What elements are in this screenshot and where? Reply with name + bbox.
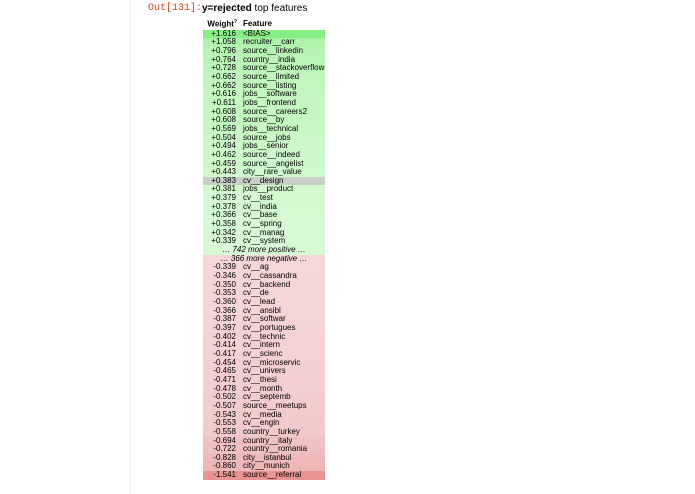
table-row — [203, 367, 325, 376]
feature-name: city__istanbul — [243, 453, 292, 462]
weight-value: -0.350 — [213, 280, 236, 289]
weight-value: +0.796 — [211, 46, 236, 55]
feature-name: city__rare_value — [243, 168, 302, 177]
weight-value: +0.459 — [211, 159, 236, 168]
weight-value: +1.058 — [211, 38, 236, 47]
weight-value: +0.383 — [211, 176, 236, 185]
feature-name: source__careers2 — [243, 107, 308, 116]
table-row — [203, 307, 325, 316]
weight-value: +0.381 — [211, 185, 236, 194]
feature-weights-table — [203, 17, 325, 480]
table-row — [203, 402, 325, 411]
weight-value: -0.502 — [213, 393, 236, 402]
weight-value: +0.764 — [211, 55, 236, 64]
table-row — [203, 324, 325, 333]
feature-name: jobs__product — [243, 185, 294, 194]
weight-value: +1.616 — [211, 29, 236, 38]
weight-column-header — [203, 17, 240, 30]
feature-name: cv__de — [243, 289, 269, 298]
weight-value: -0.507 — [213, 401, 236, 410]
cell-gutter-divider — [130, 0, 131, 494]
table-row — [203, 411, 325, 420]
feature-name: country__india — [243, 55, 296, 64]
table-row — [203, 237, 325, 246]
table-row — [203, 30, 325, 39]
feature-name: city__munich — [243, 462, 290, 471]
weight-value: -0.366 — [213, 306, 236, 315]
table-row — [203, 281, 325, 290]
table-row — [203, 437, 325, 446]
feature-name: cv__india — [243, 202, 277, 211]
output-heading — [202, 3, 307, 14]
weight-value: +0.608 — [211, 107, 236, 116]
feature-name: cv__lead — [243, 298, 276, 306]
feature-name: cv__technic — [243, 332, 286, 341]
table-row — [203, 125, 325, 134]
table-row — [203, 220, 325, 229]
feature-name: country__turkey — [243, 427, 300, 436]
table-row — [203, 211, 325, 220]
feature-name: cv__intern — [243, 341, 280, 350]
table-row — [203, 359, 325, 368]
feature-name: jobs__frontend — [243, 98, 296, 107]
weight-value: +0.662 — [211, 72, 236, 81]
weight-value: +0.366 — [211, 211, 236, 220]
heading-prefix: y= — [202, 3, 214, 14]
table-header-row — [203, 17, 325, 30]
table-row — [203, 263, 325, 272]
weight-value: -0.346 — [213, 272, 236, 281]
weight-header-label: Weight — [207, 19, 234, 29]
weight-value: -0.558 — [213, 427, 236, 436]
help-icon[interactable]: ? — [233, 19, 237, 25]
weight-value: +0.504 — [211, 133, 236, 142]
weight-value: -0.397 — [213, 323, 236, 332]
feature-name: source__referral — [243, 471, 302, 480]
table-row — [203, 82, 325, 91]
feature-name: source__jobs — [243, 133, 291, 142]
table-row — [203, 376, 325, 385]
weight-value: -0.543 — [213, 410, 236, 419]
weight-value: -0.722 — [213, 445, 236, 454]
table-row — [203, 203, 325, 212]
feature-name: cv__media — [243, 410, 282, 419]
weight-value: +0.379 — [211, 194, 236, 203]
weight-value: -0.353 — [213, 289, 236, 298]
weight-value: -0.414 — [213, 341, 236, 350]
feature-name: <BIAS> — [243, 29, 271, 38]
table-row — [203, 160, 325, 169]
weight-value: -0.454 — [213, 358, 236, 367]
feature-name: source__listing — [243, 81, 297, 90]
feature-column-header: Feature — [243, 18, 272, 28]
weight-value: +0.462 — [211, 150, 236, 159]
table-row — [203, 393, 325, 402]
weight-value: -0.828 — [213, 453, 236, 462]
feature-name: cv__thesi — [243, 375, 277, 384]
table-row — [203, 168, 325, 177]
table-row — [203, 185, 325, 194]
feature-name: cv__microservic — [243, 358, 301, 367]
weight-value: -0.360 — [213, 298, 236, 306]
feature-name: source__limited — [243, 72, 300, 81]
table-row — [203, 142, 325, 151]
table-row — [203, 462, 325, 471]
weight-value: -0.694 — [213, 436, 236, 445]
feature-name: cv__engin — [243, 419, 280, 428]
table-row — [203, 73, 325, 82]
feature-name: jobs__technical — [243, 124, 299, 133]
weight-value: +0.728 — [211, 64, 236, 73]
feature-name: cv__scienc — [243, 349, 283, 358]
weight-value: +0.569 — [211, 124, 236, 133]
table-row — [203, 341, 325, 350]
feature-name: cv__ag — [243, 263, 269, 272]
feature-name: recruiter__carr — [243, 38, 296, 47]
feature-name: country__romania — [243, 445, 308, 454]
table-row — [203, 108, 325, 117]
more-negative-row — [203, 255, 325, 264]
weight-value: -0.471 — [213, 375, 236, 384]
table-row — [203, 229, 325, 238]
feature-name: cv__design — [243, 176, 284, 185]
table-body — [203, 30, 325, 480]
feature-name: source__indeed — [243, 150, 300, 159]
table-row — [203, 64, 325, 73]
table-row — [203, 56, 325, 65]
more-positive-row — [203, 246, 325, 255]
weight-value: -0.339 — [213, 263, 236, 272]
weight-value: +0.608 — [211, 116, 236, 125]
table-row — [203, 38, 325, 47]
weight-value: +0.662 — [211, 81, 236, 90]
feature-name: cv__system — [243, 237, 286, 246]
weight-value: -0.478 — [213, 384, 236, 393]
weight-value: -0.402 — [213, 332, 236, 341]
feature-name: cv__softwar — [243, 315, 286, 324]
table-row — [203, 289, 325, 298]
weight-value: -1.541 — [213, 471, 236, 480]
feature-name: source__angelist — [243, 159, 304, 168]
feature-name: cv__septemb — [243, 393, 291, 402]
weight-value: +0.358 — [211, 220, 236, 229]
feature-name: source__meetups — [243, 401, 307, 410]
table-row — [203, 428, 325, 437]
feature-name: cv__month — [243, 384, 283, 393]
weight-value: +0.611 — [211, 98, 236, 107]
table-row — [203, 90, 325, 99]
table-row — [203, 47, 325, 56]
weight-value: +0.378 — [211, 202, 236, 211]
feature-name: cv__ansibl — [243, 306, 281, 315]
feature-name: source__stackoverflow — [243, 64, 325, 73]
weight-value: +0.443 — [211, 168, 236, 177]
table-row — [203, 333, 325, 342]
feature-name: cv__univers — [243, 367, 286, 376]
table-row — [203, 99, 325, 108]
feature-name: source__by — [243, 116, 285, 125]
output-prompt: Out[131]: — [148, 3, 203, 14]
weight-value: -0.860 — [213, 462, 236, 471]
table-row — [203, 419, 325, 428]
feature-name: cv__test — [243, 194, 273, 203]
table-row — [203, 116, 325, 125]
table-row — [203, 134, 325, 143]
table-row — [203, 298, 325, 307]
feature-name: cv__base — [243, 211, 278, 220]
weight-value: +0.616 — [211, 90, 236, 99]
feature-name: cv__cassandra — [243, 272, 297, 281]
weight-value: +0.339 — [211, 237, 236, 246]
feature-name: source__linkedin — [243, 46, 304, 55]
table-row — [203, 194, 325, 203]
weight-value: -0.553 — [213, 419, 236, 428]
feature-name: country__italy — [243, 436, 293, 445]
table-row — [203, 454, 325, 463]
more-negative-row-label: … 366 more negative … — [220, 254, 308, 263]
heading-target-label: rejected — [213, 3, 252, 14]
feature-name: cv__spring — [243, 220, 282, 229]
weight-value: +0.494 — [211, 142, 236, 151]
weight-value: -0.387 — [213, 315, 236, 324]
feature-name: jobs__software — [243, 90, 297, 99]
table-row — [203, 151, 325, 160]
table-row — [203, 177, 325, 186]
table-row — [203, 315, 325, 324]
table-row — [203, 445, 325, 454]
table-row — [203, 350, 325, 359]
weight-value: -0.465 — [213, 367, 236, 376]
table-row — [203, 471, 325, 480]
weight-value: -0.417 — [213, 349, 236, 358]
feature-name: cv__manag — [243, 228, 285, 237]
weight-value: +0.342 — [211, 228, 236, 237]
feature-name: cv__portugues — [243, 323, 296, 332]
table-row — [203, 385, 325, 394]
heading-suffix: top features — [251, 3, 308, 14]
table-row — [203, 272, 325, 281]
feature-name: jobs__senior — [243, 142, 289, 151]
feature-name: cv__backend — [243, 280, 291, 289]
more-positive-row-label: … 742 more positive … — [222, 246, 306, 255]
